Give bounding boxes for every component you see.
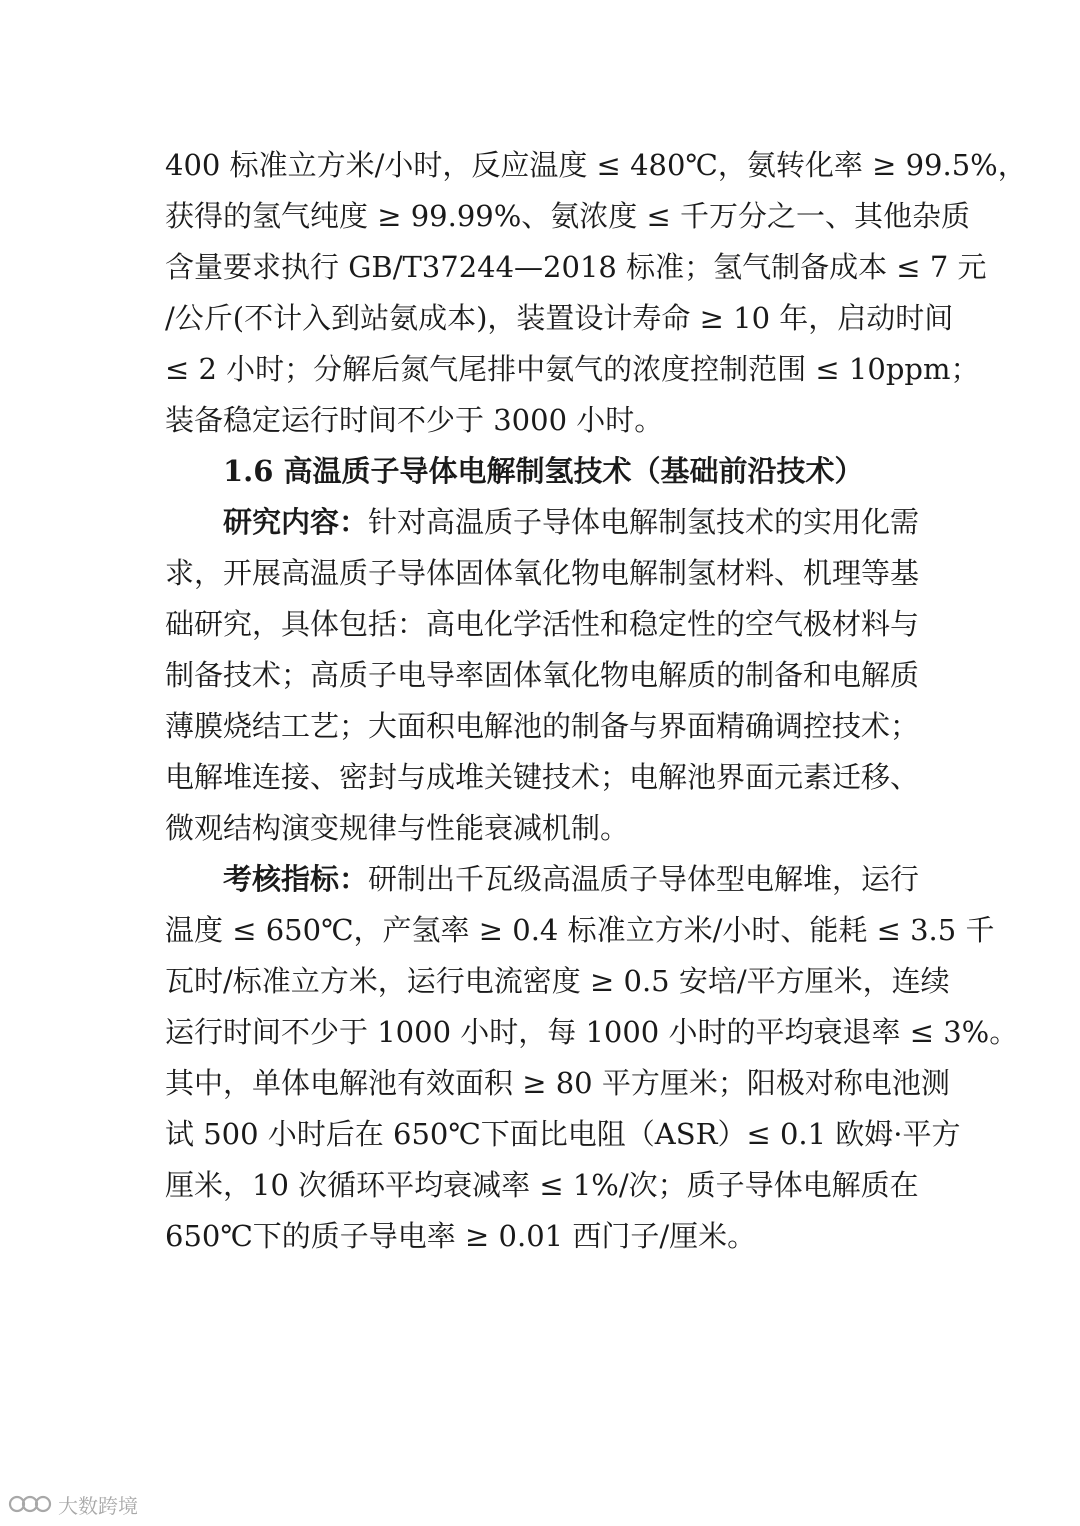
text-line [165, 854, 920, 905]
text-line: 其中，单体电解池有效面积 ≥ 80 平方厘米；阳极对称电池测 [165, 1066, 950, 1100]
continued-paragraph [165, 140, 1027, 446]
text-line: 制备技术；高质子电导率固体氧化物电解质的制备和电解质 [165, 658, 920, 692]
text-line: 650℃下的质子导电率 ≥ 0.01 西门子/厘米。 [165, 1219, 757, 1253]
text-line: 运行时间不少于 1000 小时，每 1000 小时的平均衰退率 ≤ 3%。 [165, 1015, 1019, 1049]
text-line: 获得的氢气纯度 ≥ 99.99%、氨浓度 ≤ 千万分之一、其他杂质 [165, 199, 971, 233]
text-line: 微观结构演变规律与性能衰减机制。 [165, 811, 630, 845]
text-line [165, 497, 920, 548]
assessment-label: 考核指标： [223, 862, 369, 896]
text-line: 厘米，10 次循环平均衰减率 ≤ 1%/次；质子导体电解质在 [165, 1168, 919, 1202]
text-line: 础研究，具体包括：高电化学活性和稳定性的空气极材料与 [165, 607, 920, 641]
brand-logo-icon [8, 1492, 52, 1516]
text-line: ≤ 2 小时；分解后氮气尾排中氨气的浓度控制范围 ≤ 10ppm； [165, 352, 980, 386]
section-heading: 1.6 高温质子导体电解制氢技术（基础前沿技术） [223, 454, 864, 488]
text-line: 温度 ≤ 650℃，产氢率 ≥ 0.4 标准立方米/小时、能耗 ≤ 3.5 千 [165, 913, 995, 947]
research-content-paragraph [165, 497, 920, 854]
assessment-paragraph [165, 854, 1019, 1262]
document-page [165, 140, 1027, 1262]
text-line: /公斤(不计入到站氨成本)，装置设计寿命 ≥ 10 年，启动时间 [165, 301, 954, 335]
text-line: 400 标准立方米/小时，反应温度 ≤ 480℃，氨转化率 ≥ 99.5%， [165, 148, 1027, 182]
text-line: 瓦时/标准立方米，运行电流密度 ≥ 0.5 安培/平方厘米，连续 [165, 964, 950, 998]
text-line: 求，开展高温质子导体固体氧化物电解制氢材料、机理等基 [165, 556, 920, 590]
watermark [8, 1490, 138, 1518]
text-line: 含量要求执行 GB/T37244—2018 标准；氢气制备成本 ≤ 7 元 [165, 250, 987, 284]
text-line: 试 500 小时后在 650℃下面比电阻（ASR）≤ 0.1 欧姆·平方 [165, 1117, 961, 1151]
research-content-label: 研究内容： [223, 505, 369, 539]
text-line: 薄膜烧结工艺；大面积电解池的制备与界面精确调控技术； [165, 709, 920, 743]
watermark-text: 大数跨境 [58, 1493, 138, 1518]
text-span: 研制出千瓦级高温质子导体型电解堆，运行 [368, 862, 920, 896]
text-span: 针对高温质子导体电解制氢技术的实用化需 [368, 505, 920, 539]
text-line: 电解堆连接、密封与成堆关键技术；电解池界面元素迁移、 [165, 760, 920, 794]
text-line: 装备稳定运行时间不少于 3000 小时。 [165, 403, 664, 437]
